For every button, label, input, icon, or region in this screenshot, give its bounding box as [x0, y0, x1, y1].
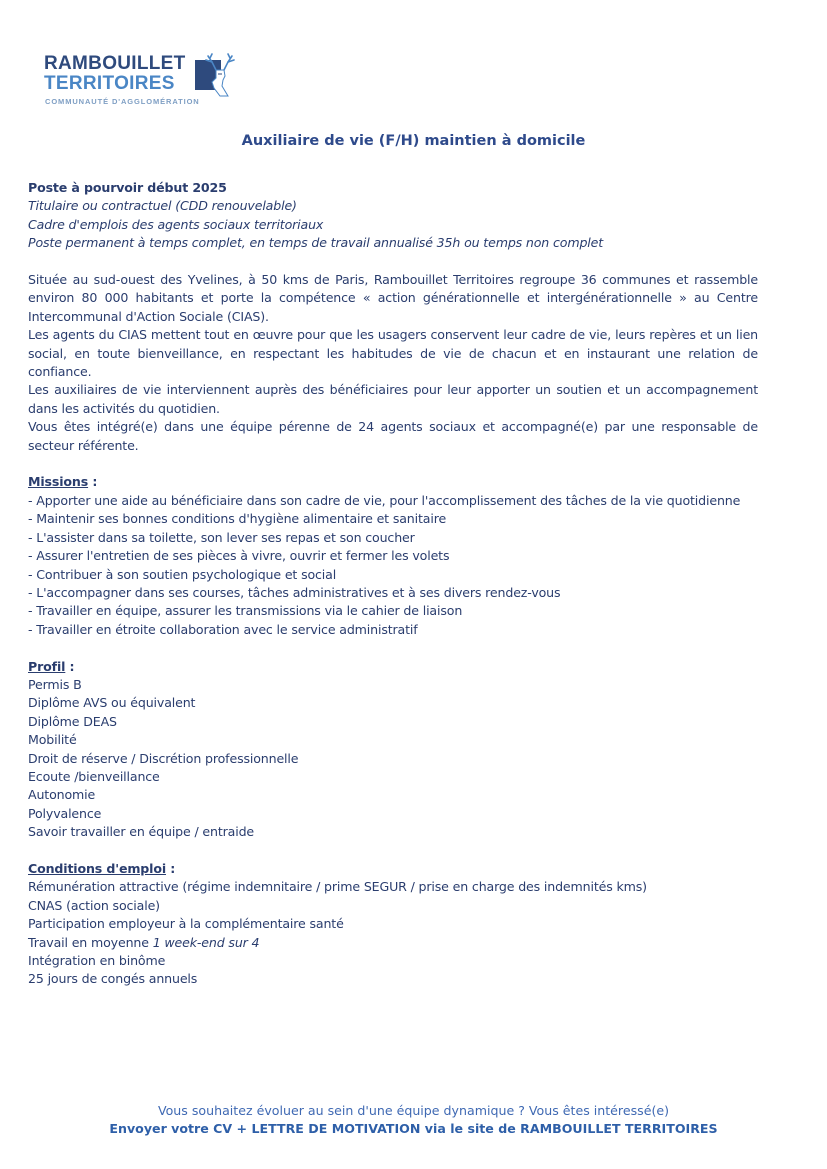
condition-item: Participation employeur à la complémentaire santé	[28, 916, 344, 932]
job-framework: Cadre d'emplois des agents sociaux territoriaux	[28, 216, 324, 232]
rambouillet-territoires-logo	[44, 52, 244, 110]
missions-heading: Missions :	[28, 474, 98, 490]
description-paragraph: Située au sud-ouest des Yvelines, à 50 kms de Paris, Rambouillet Territoires regroupe 36 communes et rassemble environ 80 000 habitants et porte la compétence « action générationnelle et intergénérationnelle » au Centre Intercommunal d'Action Sociale (CIAS).	[28, 272, 758, 324]
mission-item: - Travailler en étroite collaboration avec le service administratif	[28, 621, 418, 637]
logo-line-2: TERRITOIRES	[44, 73, 175, 94]
profil-item: Diplôme AVS ou équivalent	[28, 695, 196, 711]
logo-line-1: RAMBOUILLET	[44, 53, 186, 74]
profil-item: Diplôme DEAS	[28, 713, 117, 729]
condition-item-weekend: Travail en moyenne 1 week-end sur 4	[28, 934, 260, 950]
profil-item: Autonomie	[28, 787, 96, 803]
stag-icon	[194, 52, 238, 102]
condition-item: Intégration en binôme	[28, 953, 166, 968]
mission-item: - L'assister dans sa toilette, son lever ses repas et son coucher	[28, 529, 415, 545]
mission-item: - L'accompagner dans ses courses, tâches administratives et à ses divers rendez-vous	[28, 584, 561, 600]
profil-item: Mobilité	[28, 732, 77, 748]
profil-heading: Profil :	[28, 658, 75, 674]
profil-item: Savoir travailler en équipe / entraide	[28, 824, 255, 840]
condition-item: 25 jours de congés annuels	[28, 971, 198, 987]
profil-item: Permis B	[28, 676, 82, 692]
logo-line-3: COMMUNAUTÉ D'AGGLOMÉRATION	[45, 97, 200, 106]
footer-question: Vous souhaitez évoluer au sein d'une équipe dynamique ? Vous êtes intéressé(e)	[157, 1103, 670, 1118]
condition-item: Rémunération attractive (régime indemnitaire / prime SEGUR / prise en charge des indemnités kms)	[28, 879, 647, 895]
description-paragraph: Les agents du CIAS mettent tout en œuvre pour que les usagers conservent leur cadre de vie, leurs repères et un lien social, en toute bienveillance, en respectant les habitudes de vie de chacun et en instaurant une relation de confiance.	[28, 327, 758, 380]
mission-item: - Contribuer à son soutien psychologique et social	[28, 566, 337, 582]
working-time: Poste permanent à temps complet, en temps de travail annualisé 35h ou temps non complet	[28, 235, 604, 251]
job-offer-body	[28, 179, 758, 989]
profil-item: Droit de réserve / Discrétion professionnelle	[28, 750, 299, 766]
mission-item: - Maintenir ses bonnes conditions d'hygiène alimentaire et sanitaire	[28, 511, 447, 527]
mission-item: - Travailler en équipe, assurer les transmissions via le cahier de liaison	[28, 603, 463, 619]
contract-type: Titulaire ou contractuel (CDD renouvelable)	[28, 198, 297, 214]
footer	[0, 1102, 827, 1139]
mission-item: - Apporter une aide au bénéficiaire dans son cadre de vie, pour l'accomplissement des tâches de la vie quotidienne	[28, 492, 741, 508]
profil-item: Ecoute /bienveillance	[28, 768, 160, 784]
condition-item: CNAS (action sociale)	[28, 897, 160, 913]
conditions-heading: Conditions d'emploi :	[28, 860, 176, 876]
description-paragraph: Les auxiliaires de vie interviennent auprès des bénéficiaires pour leur apporter un soutien et un accompagnement dans les activités du quotidien.	[28, 382, 758, 416]
mission-item: - Assurer l'entretien de ses pièces à vivre, ouvrir et fermer les volets	[28, 548, 450, 564]
start-date: Poste à pourvoir début 2025	[28, 180, 227, 195]
page-title: Auxiliaire de vie (F/H) maintien à domicile	[241, 133, 586, 149]
description-paragraph: Vous êtes intégré(e) dans une équipe pérenne de 24 agents sociaux et accompagné(e) par une responsable de secteur référente.	[28, 419, 758, 453]
profil-item: Polyvalence	[28, 805, 102, 821]
footer-call-to-action: Envoyer votre CV + LETTRE DE MOTIVATION via le site de RAMBOUILLET TERRITOIRES	[109, 1121, 718, 1137]
